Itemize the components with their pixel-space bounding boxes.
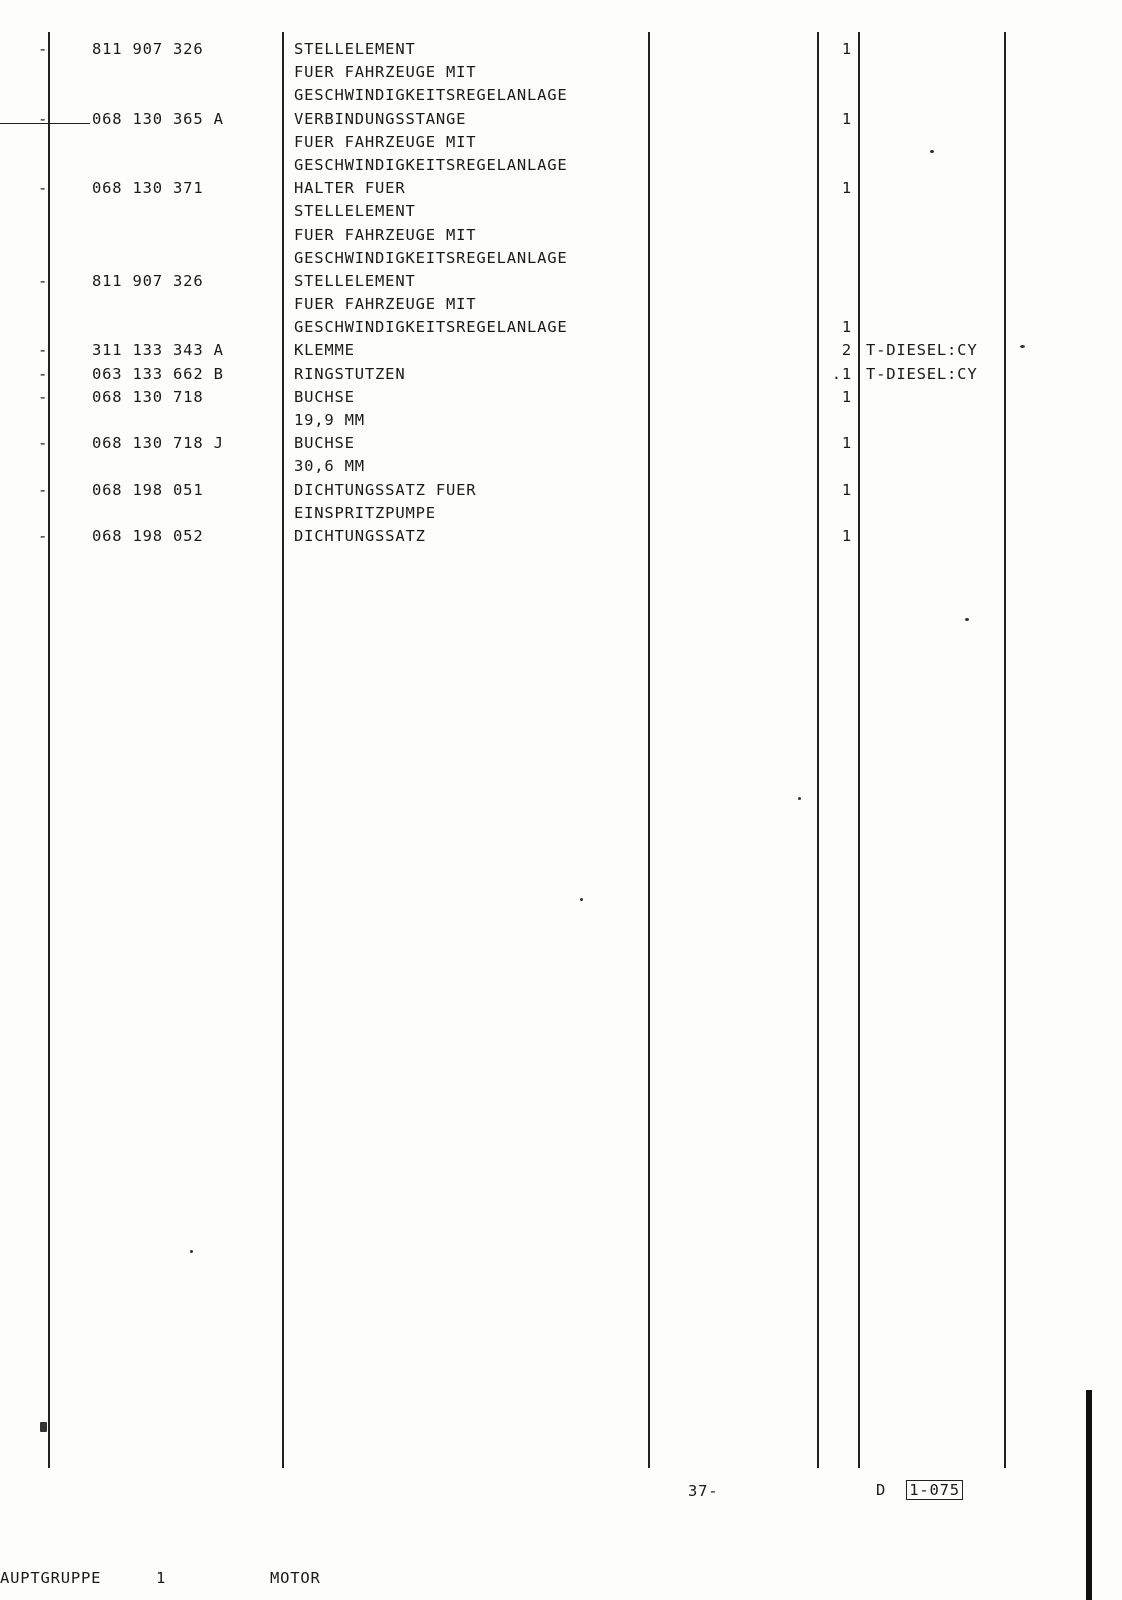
remark: T-DIESEL:CY bbox=[866, 364, 978, 383]
quantity: 2 bbox=[841, 341, 852, 360]
description-line: DICHTUNGSSATZ bbox=[294, 526, 426, 545]
scan-speck bbox=[798, 797, 801, 800]
row-line bbox=[0, 455, 1122, 478]
table-row bbox=[0, 270, 1122, 340]
row-line bbox=[0, 154, 1122, 177]
row-line bbox=[0, 525, 1122, 548]
quantity: 1 bbox=[841, 179, 852, 198]
description-line: STELLELEMENT bbox=[294, 202, 416, 221]
description-line: GESCHWINDIGKEITSREGELANLAGE bbox=[294, 248, 568, 267]
quantity: 1 bbox=[841, 480, 852, 499]
description-line: GESCHWINDIGKEITSREGELANLAGE bbox=[294, 86, 568, 105]
description-line: HALTER FUER bbox=[294, 179, 406, 198]
row-line bbox=[0, 270, 1122, 293]
part-number: 063 133 662 B bbox=[92, 364, 224, 383]
description-line: 19,9 MM bbox=[294, 411, 365, 429]
description-line: STELLELEMENT bbox=[294, 271, 416, 290]
quantity: 1 bbox=[841, 434, 852, 453]
table-row bbox=[0, 525, 1122, 548]
row-marker: - bbox=[38, 271, 49, 290]
table-row bbox=[0, 432, 1122, 478]
quantity: 1 bbox=[841, 109, 852, 128]
row-line bbox=[0, 84, 1122, 107]
row-line bbox=[0, 108, 1122, 131]
part-number: 068 198 051 bbox=[92, 480, 204, 499]
quantity: 1 bbox=[841, 387, 852, 406]
part-number: 811 907 326 bbox=[92, 271, 204, 290]
row-line bbox=[0, 61, 1122, 84]
description-line: FUER FAHRZEUGE MIT bbox=[294, 132, 477, 151]
row-marker: - bbox=[38, 179, 49, 198]
table-row bbox=[0, 177, 1122, 270]
description-line: VERBINDUNGSSTANGE bbox=[294, 109, 467, 128]
row-line bbox=[0, 224, 1122, 247]
description-line: STELLELEMENT bbox=[294, 40, 416, 58]
part-number: 311 133 343 A bbox=[92, 341, 224, 360]
margin-mark bbox=[40, 1422, 47, 1432]
remark: T-DIESEL:CY bbox=[866, 341, 978, 360]
group-name: MOTOR bbox=[270, 1569, 321, 1587]
row-line bbox=[0, 409, 1122, 432]
page-number: 37- bbox=[688, 1482, 719, 1500]
table-row bbox=[0, 386, 1122, 432]
row-line bbox=[0, 293, 1122, 316]
scan-speck bbox=[965, 618, 969, 621]
quantity: 1 bbox=[841, 318, 852, 337]
row-line bbox=[0, 247, 1122, 270]
part-number: 068 130 718 bbox=[92, 387, 204, 406]
part-number: 811 907 326 bbox=[92, 40, 204, 58]
scan-edge-shadow bbox=[1086, 1390, 1092, 1600]
row-line bbox=[0, 177, 1122, 200]
part-number: 068 130 365 A bbox=[92, 109, 224, 128]
scan-speck bbox=[190, 1250, 193, 1253]
description-line: FUER FAHRZEUGE MIT bbox=[294, 295, 477, 314]
row-line bbox=[0, 38, 1122, 61]
description-line: BUCHSE bbox=[294, 387, 355, 406]
quantity: 1 bbox=[841, 526, 852, 545]
description-line: 30,6 MM bbox=[294, 457, 365, 476]
table-row bbox=[0, 363, 1122, 386]
description-line: EINSPRITZPUMPE bbox=[294, 503, 436, 522]
table-row bbox=[0, 38, 1122, 108]
row-line bbox=[0, 363, 1122, 386]
group-number: 1 bbox=[156, 1569, 167, 1587]
row-marker: - bbox=[38, 480, 49, 499]
page-code-prefix: D bbox=[876, 1481, 887, 1499]
description-line: FUER FAHRZEUGE MIT bbox=[294, 63, 477, 82]
row-marker: - bbox=[38, 364, 49, 383]
table-row bbox=[0, 479, 1122, 525]
description-line: RINGSTUTZEN bbox=[294, 364, 406, 383]
description-line: KLEMME bbox=[294, 341, 355, 360]
part-number: 068 198 052 bbox=[92, 526, 204, 545]
quantity: .1 bbox=[831, 364, 852, 383]
row-marker: - bbox=[38, 341, 49, 360]
row-line bbox=[0, 339, 1122, 362]
part-number: 068 130 718 J bbox=[92, 434, 224, 453]
row-line bbox=[0, 479, 1122, 502]
page-code-box: 1-075 bbox=[906, 1480, 963, 1500]
part-number: 068 130 371 bbox=[92, 179, 204, 198]
scan-speck bbox=[580, 898, 583, 901]
description-line: BUCHSE bbox=[294, 434, 355, 453]
row-marker: - bbox=[38, 526, 49, 545]
row-line bbox=[0, 502, 1122, 525]
description-line: FUER FAHRZEUGE MIT bbox=[294, 225, 477, 244]
table-row bbox=[0, 108, 1122, 178]
table-row bbox=[0, 339, 1122, 362]
row-line bbox=[0, 131, 1122, 154]
group-label: AUPTGRUPPE bbox=[0, 1569, 102, 1587]
row-marker: - bbox=[38, 434, 49, 453]
parts-table bbox=[0, 38, 1122, 548]
row-line bbox=[0, 432, 1122, 455]
row-line bbox=[0, 316, 1122, 339]
row-marker: - bbox=[38, 387, 49, 406]
quantity: 1 bbox=[841, 40, 852, 58]
row-line bbox=[0, 386, 1122, 409]
row-marker: - bbox=[38, 109, 49, 128]
page-code bbox=[876, 1480, 963, 1500]
description-line: GESCHWINDIGKEITSREGELANLAGE bbox=[294, 155, 568, 174]
description-line: GESCHWINDIGKEITSREGELANLAGE bbox=[294, 318, 568, 337]
row-line bbox=[0, 200, 1122, 223]
row-marker: - bbox=[38, 40, 49, 58]
description-line: DICHTUNGSSATZ FUER bbox=[294, 480, 477, 499]
